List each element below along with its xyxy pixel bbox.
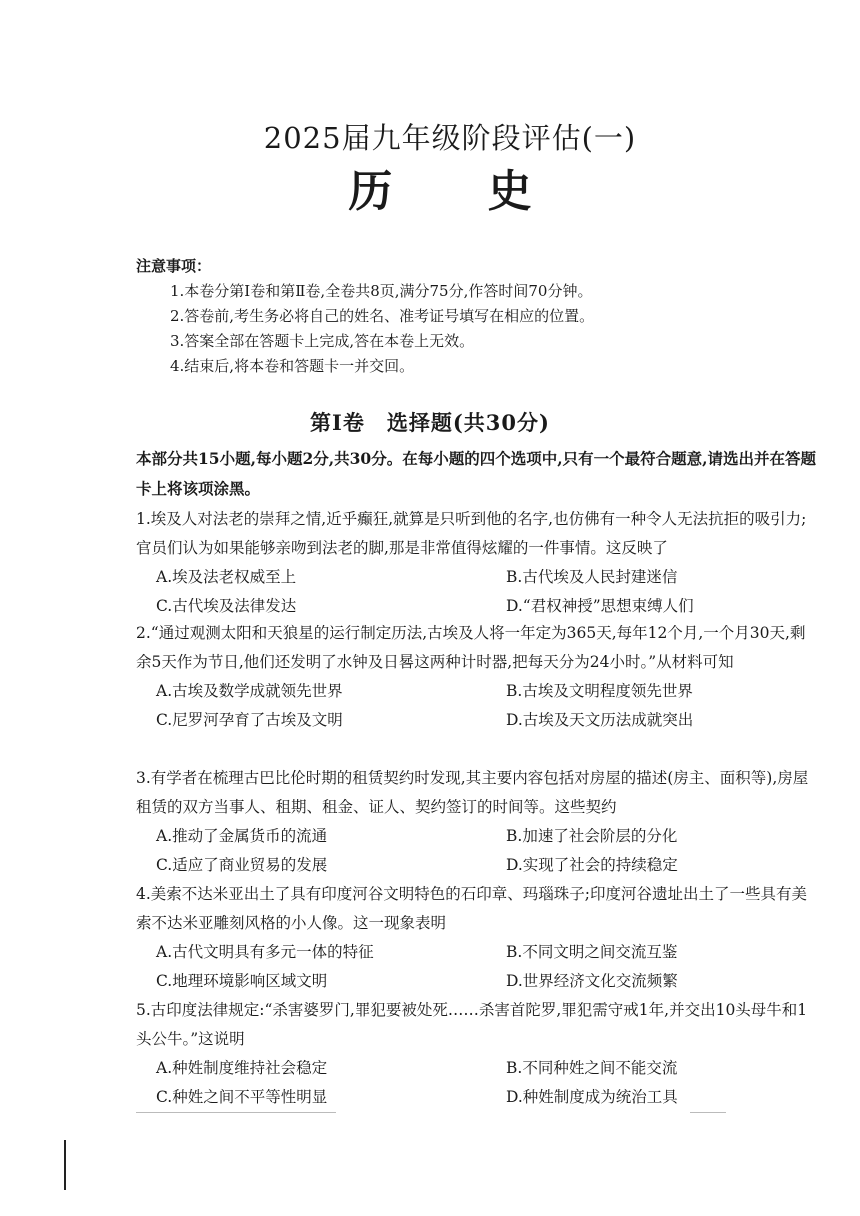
option-a: A.古代文明具有多元一体的特征 [156, 943, 374, 961]
option-b: B.古埃及文明程度领先世界 [506, 682, 693, 700]
notes-list [170, 279, 594, 379]
option-d: D.“君权神授”思想束缚人们 [506, 597, 694, 615]
question-2 [136, 619, 816, 735]
option-c: C.种姓之间不平等性明显 [156, 1088, 328, 1106]
subject-title: 历 史 [348, 166, 572, 217]
option-a: A.推动了金属货币的流通 [156, 827, 328, 845]
margin-rule [64, 1140, 66, 1190]
option-grid [156, 822, 816, 880]
scan-mark [136, 1112, 336, 1113]
option-a: A.古埃及数学成就领先世界 [156, 682, 343, 700]
option-c: C.地理环境影响区域文明 [156, 972, 328, 990]
option-grid [156, 938, 816, 996]
exam-title: 2025届九年级阶段评估(一) [263, 121, 637, 155]
question-3 [136, 764, 816, 880]
question-stem: 2.“通过观测太阳和天狼星的运行制定历法,古埃及人将一年定为365天,每年12个月,一个月30天,剩余5天作为节日,他们还发明了水钟及日晷这两种计时器,把每天分为24小时。”从材料可知 [136, 624, 806, 671]
section-title: 第Ⅰ卷 选择题(共30分) [310, 410, 550, 435]
option-b: B.加速了社会阶层的分化 [506, 827, 678, 845]
option-b: B.不同种姓之间不能交流 [506, 1059, 678, 1077]
question-5 [136, 996, 816, 1112]
option-d: D.种姓制度成为统治工具 [506, 1088, 678, 1106]
option-b: B.不同文明之间交流互鉴 [506, 943, 678, 961]
section-instructions: 本部分共15小题,每小题2分,共30分。在每小题的四个选项中,只有一个最符合题意,请选出并在答题卡上将该项涂黑。 [136, 449, 817, 498]
note-item: 1.本卷分第Ⅰ卷和第Ⅱ卷,全卷共8页,满分75分,作答时间70分钟。 [170, 282, 593, 300]
question-stem: 1.埃及人对法老的崇拜之情,近乎癫狂,就算是只听到他的名字,也仿佛有一种令人无法抗拒的吸引力;官员们认为如果能够亲吻到法老的脚,那是非常值得炫耀的一件事情。这反映了 [136, 510, 807, 557]
option-grid [156, 1054, 816, 1112]
note-item: 2.答卷前,考生务必将自己的姓名、准考证号填写在相应的位置。 [170, 307, 595, 325]
question-stem: 4.美索不达米亚出土了具有印度河谷文明特色的石印章、玛瑙珠子;印度河谷遗址出土了一些具有美索不达米亚雕刻风格的小人像。这一现象表明 [136, 885, 808, 932]
notes-heading: 注意事项： [136, 257, 212, 275]
option-d: D.世界经济文化交流频繁 [506, 972, 678, 990]
question-1 [136, 505, 816, 621]
option-a: A.埃及法老权威至上 [156, 568, 297, 586]
option-c: C.适应了商业贸易的发展 [156, 856, 328, 874]
question-stem: 5.古印度法律规定:“杀害婆罗门,罪犯要被处死……杀害首陀罗,罪犯需守戒1年,并交出10头母牛和1头公牛。”这说明 [136, 1001, 808, 1048]
question-4 [136, 880, 816, 996]
option-grid [156, 677, 816, 735]
option-b: B.古代埃及人民封建迷信 [506, 568, 678, 586]
note-item: 4.结束后,将本卷和答题卡一并交回。 [170, 357, 415, 375]
option-c: C.尼罗河孕育了古埃及文明 [156, 711, 343, 729]
option-a: A.种姓制度维持社会稳定 [156, 1059, 328, 1077]
option-grid [156, 563, 816, 621]
option-d: D.古埃及天文历法成就突出 [506, 711, 694, 729]
option-d: D.实现了社会的持续稳定 [506, 856, 678, 874]
note-item: 3.答案全部在答题卡上完成,答在本卷上无效。 [170, 332, 475, 350]
scan-mark [690, 1112, 726, 1113]
option-c: C.古代埃及法律发达 [156, 597, 297, 615]
question-stem: 3.有学者在梳理古巴比伦时期的租赁契约时发现,其主要内容包括对房屋的描述(房主、面积等),房屋租赁的双方当事人、租期、租金、证人、契约签订的时间等。这些契约 [136, 769, 809, 816]
